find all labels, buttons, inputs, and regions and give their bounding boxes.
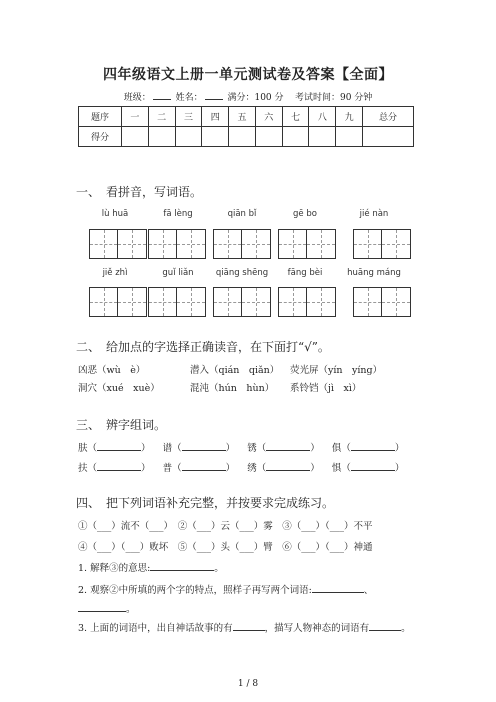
pinyin-label: jiě zhì — [102, 268, 128, 278]
question-3 — [78, 620, 411, 634]
score-input-cell[interactable] — [148, 127, 175, 147]
char-label: 肤（ — [78, 443, 98, 454]
section-3-heading: 三、 辨字组词。 — [76, 418, 167, 432]
score-table — [78, 106, 414, 147]
writing-grid[interactable] — [148, 229, 206, 259]
question-text: 1. 解释③的意思: — [78, 563, 151, 574]
paren: ） — [141, 463, 151, 474]
table-cell: 六 — [255, 107, 282, 127]
idiom-line[interactable]: ①（___）流不（___） ②（___）云（___）雾 ③（___）（___）不平 — [78, 521, 373, 532]
table-cell: 七 — [282, 107, 309, 127]
paren: ） — [394, 463, 405, 474]
paren: ） — [141, 443, 151, 454]
pinyin-label: fā lèng — [163, 209, 193, 219]
score-input-cell[interactable] — [282, 127, 309, 147]
table-cell: 得分 — [79, 127, 122, 147]
table-cell: 二 — [148, 107, 175, 127]
reading-option[interactable]: 荧光屏（yín yíng） — [290, 365, 383, 376]
answer-blank[interactable] — [97, 440, 141, 451]
char-label: 绣（ — [247, 463, 267, 474]
score-table-header-row — [79, 107, 414, 127]
answer-blank[interactable] — [97, 460, 141, 471]
reading-option[interactable]: 凶恶（wù è） — [78, 365, 146, 376]
score-input-cell[interactable] — [336, 127, 363, 147]
answer-blank[interactable] — [182, 440, 226, 451]
score-input-cell[interactable] — [255, 127, 282, 147]
paren: ） — [310, 463, 320, 474]
score-input-cell[interactable] — [122, 127, 149, 147]
writing-grid[interactable] — [278, 229, 336, 259]
score-input-cell[interactable] — [309, 127, 336, 147]
char-label: 扶（ — [78, 463, 98, 474]
pinyin-label: fāng bèi — [287, 268, 323, 278]
writing-grid[interactable] — [353, 229, 411, 259]
reading-option[interactable]: 洞穴（xué xuè） — [78, 383, 160, 394]
section-2-heading: 二、 给加点的字选择正确读音，在下面打“√”。 — [76, 340, 330, 354]
answer-blank[interactable] — [369, 620, 401, 631]
writing-grid[interactable] — [213, 287, 271, 317]
score-label: 满分：100 分 — [227, 93, 284, 103]
char-label: 谱（ — [162, 443, 182, 454]
name-label: 姓名： — [175, 93, 203, 103]
pinyin-label: qiān bǐ — [227, 209, 257, 219]
word-group-row — [78, 460, 404, 474]
reading-option[interactable]: 潜入（qián qiǎn） — [190, 365, 280, 376]
word-group-row — [78, 440, 404, 454]
reading-option[interactable]: 混沌（hún hùn） — [190, 383, 275, 394]
writing-grid[interactable] — [278, 287, 336, 317]
score-input-cell[interactable] — [202, 127, 229, 147]
writing-grid[interactable] — [353, 287, 411, 317]
writing-grid[interactable] — [89, 287, 147, 317]
answer-blank[interactable] — [182, 460, 226, 471]
answer-blank[interactable] — [351, 440, 395, 451]
table-cell: 总分 — [363, 107, 414, 127]
punct: 。 — [401, 623, 411, 634]
char-label: 锈（ — [247, 443, 267, 454]
question-2 — [78, 582, 373, 596]
char-label: 惧（ — [331, 463, 351, 474]
pinyin-label: qiāng shēng — [215, 268, 269, 278]
score-input-cell[interactable] — [229, 127, 256, 147]
page-title: 四年级语文上册一单元测试卷及答案【全面】 — [103, 67, 393, 83]
punct: 。 — [214, 563, 224, 574]
table-cell: 九 — [336, 107, 363, 127]
pinyin-label: lù huā — [101, 209, 129, 219]
name-blank — [205, 91, 223, 100]
answer-blank[interactable] — [233, 620, 265, 631]
question-text: 2. 观察②中所填的两个字的特点，照样子再写两个词语: — [78, 585, 312, 596]
pinyin-label: gē bo — [293, 209, 317, 219]
table-cell: 三 — [175, 107, 202, 127]
time-label: 考试时间：90 分钟 — [294, 93, 373, 103]
answer-blank[interactable] — [150, 560, 214, 571]
writing-grid[interactable] — [148, 287, 206, 317]
exam-info — [0, 90, 496, 103]
answer-blank[interactable] — [78, 601, 126, 612]
answer-blank[interactable] — [266, 460, 310, 471]
idiom-line[interactable]: ④（___）（___）败坏 ⑤（___）头（___）臂 ⑥（___）（___）神通 — [78, 542, 373, 553]
pinyin-label: guǐ liǎn — [162, 268, 194, 278]
section-1-heading: 一、 看拼音，写词语。 — [76, 185, 203, 199]
class-label: 班级： — [123, 93, 151, 103]
answer-blank[interactable] — [312, 582, 364, 593]
paren: ） — [394, 443, 405, 454]
punct: 。 — [126, 604, 136, 615]
answer-blank[interactable] — [266, 440, 310, 451]
char-label: 俱（ — [331, 443, 351, 454]
paren: ） — [225, 443, 236, 454]
pinyin-label: huāng máng — [347, 268, 401, 278]
punct: 、 — [363, 585, 374, 596]
answer-blank[interactable] — [351, 460, 395, 471]
score-table-score-row — [79, 127, 414, 147]
question-text: 3. 上面的词语中，出自神话故事的有 — [78, 623, 233, 634]
writing-grid[interactable] — [89, 229, 147, 259]
char-label: 普（ — [162, 463, 182, 474]
table-cell: 题序 — [79, 107, 122, 127]
pinyin-label: jié nàn — [359, 209, 389, 219]
question-2-cont — [78, 601, 136, 615]
section-4-heading: 四、 把下列词语补充完整，并按要求完成练习。 — [76, 496, 335, 510]
question-1 — [78, 560, 224, 574]
table-cell: 五 — [229, 107, 256, 127]
score-input-cell[interactable] — [175, 127, 202, 147]
reading-option[interactable]: 系铃铛（jì xì） — [290, 383, 362, 394]
paren: ） — [225, 463, 236, 474]
class-blank — [153, 91, 171, 100]
table-cell: 一 — [122, 107, 149, 127]
table-cell: 八 — [309, 107, 336, 127]
question-text: ，描写人物神态的词语有 — [264, 623, 370, 634]
score-input-cell[interactable] — [363, 127, 414, 147]
page-number: 1 / 8 — [237, 679, 259, 689]
table-cell: 四 — [202, 107, 229, 127]
paren: ） — [310, 443, 320, 454]
writing-grid[interactable] — [213, 229, 271, 259]
